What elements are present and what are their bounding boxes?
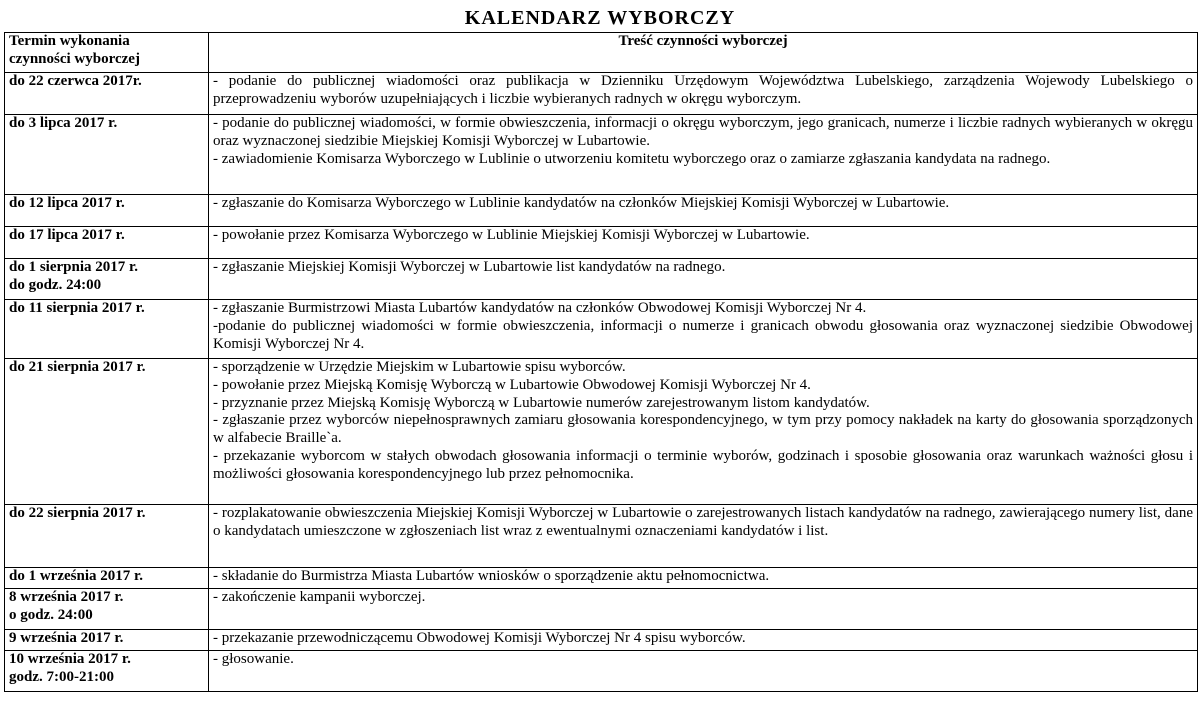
table-row [5, 195, 1198, 227]
activity-cell [209, 73, 1198, 115]
term-cell [5, 195, 209, 227]
table-row [5, 630, 1198, 651]
term-header-line: Termin wykonania [9, 33, 130, 49]
activity-cell [209, 568, 1198, 589]
activity-item: - składanie do Burmistrza Miasta Lubartów wniosków o sporządzenie aktu pełnomocnictwa. [213, 568, 770, 584]
activity-cell [209, 651, 1198, 692]
content-column-header: Treść czynności wyborczej [209, 33, 1198, 73]
activity-item: - przekazanie wyborcom w stałych obwodach głosowania informacji o terminie wyborów, godzinach i sposobie głosowania oraz warunkach ważności głosu i możliwości głosowania korespondencyjnego lub przez pełnomocnika. [213, 447, 1193, 482]
term-header-line: czynności wyborczej [9, 50, 140, 67]
activity-item: - zgłaszanie przez wyborców niepełnosprawnych zamiaru głosowania korespondencyjnego, w tym przy pomocy nakładek na karty do głosowania sporządzonych w alfabecie Braille`a. [213, 412, 1193, 447]
activity-item: -podanie do publicznej wiadomości w formie obwieszczenia, informacji o numerze i granicach obwodu głosowania oraz wyznaczonej siedzibie Obwodowej Komisji Wyborczej Nr 4. [213, 317, 1193, 352]
table-body [5, 73, 1198, 692]
activity-cell [209, 630, 1198, 651]
activity-item: - zawiadomienie Komisarza Wyborczego w Lublinie o utworzeniu komitetu wyborczego oraz o zamiarze zgłaszania kandydata na radnego. [213, 150, 1051, 167]
term-cell [5, 359, 209, 505]
term-line: do 12 lipca 2017 r. [9, 195, 125, 211]
activity-item: - podanie do publicznej wiadomości, w formie obwieszczenia, informacji o okręgu wyborczym, jego granicach, numerze i liczbie radnych wybieranych w okręgu oraz wyznaczonej siedzibie Miejskiej Komisji Wyborczej w Lubartowie. [213, 115, 1193, 149]
activity-cell [209, 227, 1198, 259]
term-line: do 22 czerwca 2017r. [9, 73, 142, 89]
table-row [5, 568, 1198, 589]
term-line: do 3 lipca 2017 r. [9, 115, 118, 131]
table-row [5, 73, 1198, 115]
table-row [5, 115, 1198, 195]
activity-cell [209, 359, 1198, 505]
term-line: do 1 sierpnia 2017 r. [9, 259, 139, 275]
election-calendar-table [4, 32, 1198, 692]
term-line: do 21 sierpnia 2017 r. [9, 359, 146, 375]
term-line: godz. 7:00-21:00 [9, 668, 114, 685]
activity-item: - powołanie przez Miejską Komisję Wyborczą w Lubartowie Obwodowej Komisji Wyborczej Nr 4. [213, 376, 811, 393]
activity-item: - zgłaszanie Miejskiej Komisji Wyborczej w Lubartowie list kandydatów na radnego. [213, 259, 726, 275]
term-line: 9 września 2017 r. [9, 630, 124, 646]
term-cell [5, 589, 209, 630]
activity-item: - zgłaszanie do Komisarza Wyborczego w Lublinie kandydatów na członków Miejskiej Komisji Wyborczej w Lubartowie. [213, 195, 950, 211]
activity-cell [209, 300, 1198, 359]
table-row [5, 259, 1198, 300]
table-row [5, 651, 1198, 692]
term-cell [5, 115, 209, 195]
term-line: do 1 września 2017 r. [9, 568, 144, 584]
table-row [5, 589, 1198, 630]
table-row [5, 359, 1198, 505]
term-cell [5, 259, 209, 300]
activity-cell [209, 589, 1198, 630]
activity-cell [209, 115, 1198, 195]
term-line: do godz. 24:00 [9, 276, 102, 293]
term-line: do 22 sierpnia 2017 r. [9, 505, 146, 521]
table-row [5, 505, 1198, 568]
term-cell [5, 73, 209, 115]
activity-item: - przekazanie przewodniczącemu Obwodowej Komisji Wyborczej Nr 4 spisu wyborców. [213, 630, 746, 646]
term-cell [5, 227, 209, 259]
table-header-row [5, 33, 1198, 73]
term-cell [5, 300, 209, 359]
activity-item: - podanie do publicznej wiadomości oraz publikacja w Dzienniku Urzędowym Województwa Lubelskiego, zarządzenia Wojewody Lubelskiego o przeprowadzeniu wyborów uzupełniających i liczbie wybieranych radnych w okręgu wyborczym. [213, 73, 1193, 107]
activity-item: - powołanie przez Komisarza Wyborczego w Lublinie Miejskiej Komisji Wyborczej w Lubartowie. [213, 227, 810, 243]
term-cell [5, 651, 209, 692]
activity-item: - zgłaszanie Burmistrzowi Miasta Lubartów kandydatów na członków Obwodowej Komisji Wyborczej Nr 4. [213, 300, 867, 316]
activity-item: - przyznanie przez Miejską Komisję Wyborczą w Lubartowie numerów zarejestrowanym listom kandydatów. [213, 394, 870, 411]
activity-item: - sporządzenie w Urzędzie Miejskim w Lubartowie spisu wyborców. [213, 359, 626, 375]
term-line: 8 września 2017 r. [9, 589, 124, 605]
table-row [5, 227, 1198, 259]
activity-item: - rozplakatowanie obwieszczenia Miejskiej Komisji Wyborczej w Lubartowie o zarejestrowanych listach kandydatów na radnego, zawierającego numery list, dane o kandydatach umieszczone w zgłoszeniach list wraz z ewentualnymi oznaczeniami kandydatów i list. [213, 505, 1193, 539]
term-line: do 11 sierpnia 2017 r. [9, 300, 145, 316]
term-cell [5, 505, 209, 568]
term-column-header [5, 33, 209, 73]
term-line: o godz. 24:00 [9, 606, 93, 623]
term-cell [5, 568, 209, 589]
activity-cell [209, 195, 1198, 227]
activity-item: - głosowanie. [213, 651, 294, 667]
activity-cell [209, 505, 1198, 568]
term-line: do 17 lipca 2017 r. [9, 227, 125, 243]
activity-cell [209, 259, 1198, 300]
term-cell [5, 630, 209, 651]
table-row [5, 300, 1198, 359]
activity-item: - zakończenie kampanii wyborczej. [213, 589, 426, 605]
term-line: 10 września 2017 r. [9, 651, 131, 667]
document-title: KALENDARZ WYBORCZY [464, 7, 736, 29]
